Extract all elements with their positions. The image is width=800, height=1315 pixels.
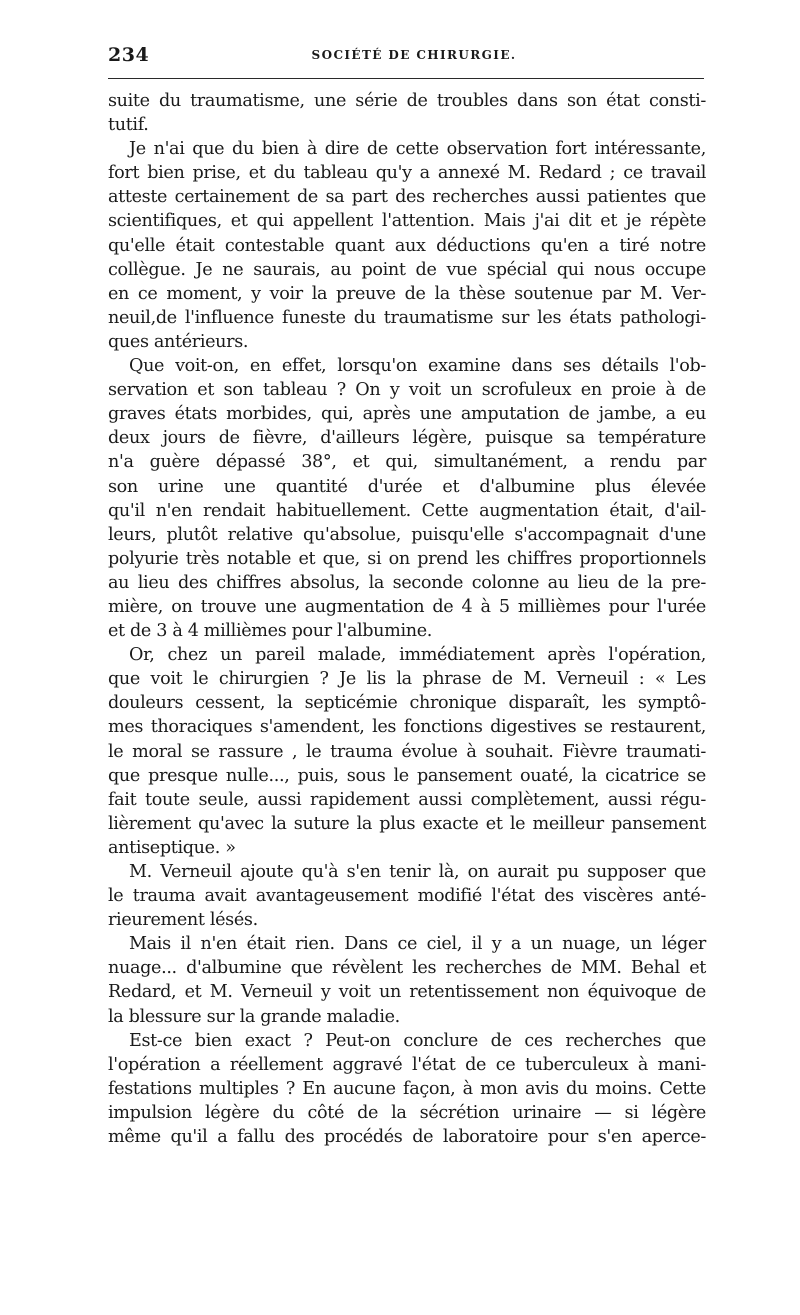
text-line: que voit le chirurgien ? Je lis la phrase de M. Verneuil : « Les: [108, 669, 706, 690]
text-line: Est-ce bien exact ? Peut-on conclure de ces recherches que: [129, 1030, 706, 1051]
text-line: l'opération a réellement aggravé l'état de ce tuberculeux à mani-: [108, 1054, 706, 1075]
text-line: fait toute seule, aussi rapidement aussi complètement, aussi régu-: [108, 789, 706, 810]
text-line: ques antérieurs.: [108, 331, 249, 352]
text-line: rieurement lésés.: [108, 910, 258, 931]
text-line: graves états morbides, qui, après une amputation de jambe, a eu: [108, 404, 706, 425]
text-line: en ce moment, y voir la preuve de la thèse soutenue par M. Ver-: [108, 283, 706, 304]
text-line: qu'il n'en rendait habituellement. Cette augmentation était, d'ail-: [108, 500, 706, 521]
text-line: collègue. Je ne saurais, au point de vue spécial qui nous occupe: [108, 259, 706, 280]
text-line: même qu'il a fallu des procédés de laboratoire pour s'en aperce-: [108, 1127, 706, 1148]
text-line: le moral se rassure , le trauma évolue à souhait. Fièvre traumati-: [108, 741, 706, 762]
text-line: deux jours de fièvre, d'ailleurs légère, puisque sa température: [108, 428, 706, 449]
text-line: nuage... d'albumine que révèlent les recherches de MM. Behal et: [108, 958, 706, 979]
text-line: au lieu des chiffres absolus, la seconde colonne au lieu de la pre-: [108, 572, 706, 593]
text-line: Que voit-on, en effet, lorsqu'on examine dans ses détails l'ob-: [129, 356, 706, 377]
text-line: polyurie très notable et que, si on prend les chiffres proportionnels: [108, 548, 706, 569]
text-line: Redard, et M. Verneuil y voit un retentissement non équivoque de: [108, 982, 706, 1003]
text-line: le trauma avait avantageusement modifié l'état des viscères anté-: [108, 886, 706, 907]
text-line: que presque nulle..., puis, sous le pansement ouaté, la cicatrice se: [108, 765, 706, 786]
running-head: [108, 44, 706, 70]
header-rule: [108, 78, 704, 79]
text-line: Or, chez un pareil malade, immédiatement après l'opération,: [129, 645, 706, 666]
text-line: Je n'ai que du bien à dire de cette observation fort intéressante,: [129, 139, 706, 160]
text-line: lièrement qu'avec la suture la plus exacte et le meilleur pansement: [108, 813, 706, 834]
text-line: mière, on trouve une augmentation de 4 à 5 millièmes pour l'urée: [108, 596, 706, 617]
text-line: impulsion légère du côté de la sécrétion urinaire — si légère: [108, 1102, 706, 1123]
text-line: leurs, plutôt relative qu'absolue, puisqu'elle s'accompagnait d'une: [108, 524, 706, 545]
text-line: festations multiples ? En aucune façon, à mon avis du moins. Cette: [108, 1078, 706, 1099]
text-line: qu'elle était contestable quant aux déductions qu'en a tiré notre: [108, 235, 706, 256]
text-line: douleurs cessent, la septicémie chronique disparaît, les symptô-: [108, 693, 706, 714]
text-line: antiseptique. »: [108, 837, 236, 858]
text-line: neuil,de l'influence funeste du traumatisme sur les états pathologi-: [108, 307, 706, 328]
text-line: tutif.: [108, 115, 149, 136]
text-line: son urine une quantité d'urée et d'albumine plus élevée: [108, 476, 706, 497]
text-line: M. Verneuil ajoute qu'à s'en tenir là, on aurait pu supposer que: [129, 862, 706, 882]
running-title: SOCIÉTÉ DE CHIRURGIE.: [311, 48, 517, 62]
text-line: n'a guère dépassé 38°, et qui, simultanément, a rendu par: [108, 452, 706, 473]
text-line: scientifiques, et qui appellent l'attention. Mais j'ai dit et je répète: [108, 211, 706, 232]
text-line: mes thoraciques s'amendent, les fonctions digestives se restaurent,: [108, 717, 706, 738]
text-line: Mais il n'en était rien. Dans ce ciel, il y a un nuage, un léger: [129, 934, 706, 955]
text-line: atteste certainement de sa part des recherches aussi patientes que: [108, 187, 706, 208]
text-line: et de 3 à 4 millièmes pour l'albumine.: [108, 621, 433, 642]
text-line: servation et son tableau ? On y voit un scrofuleux en proie à de: [108, 380, 706, 401]
text-line: fort bien prise, et du tableau qu'y a annexé M. Redard ; ce travail: [108, 163, 706, 184]
page-number: 234: [108, 44, 150, 66]
body-text: [108, 89, 706, 1149]
text-line: suite du traumatisme, une série de troubles dans son état consti-: [108, 91, 706, 111]
text-line: la blessure sur la grande maladie.: [108, 1006, 400, 1027]
